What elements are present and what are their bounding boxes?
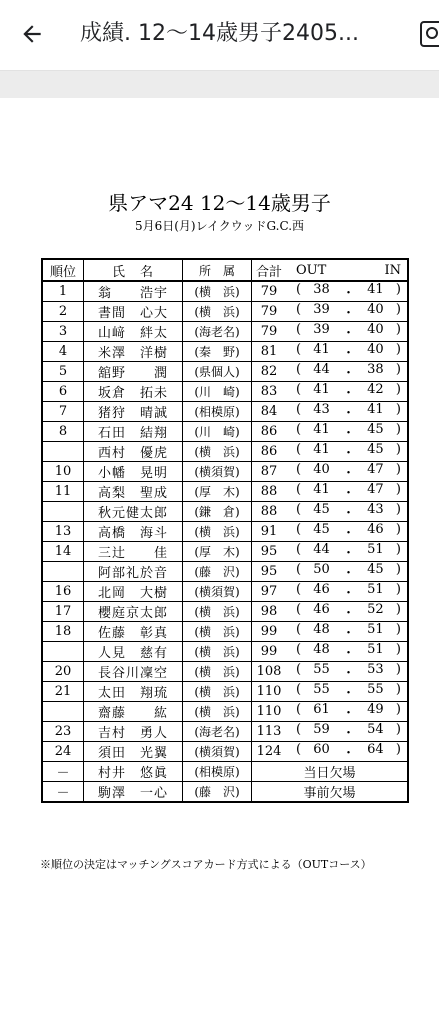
paren-close: ) <box>395 662 401 677</box>
table-row <box>42 482 408 502</box>
out-in-cell <box>286 522 408 542</box>
back-button[interactable] <box>14 16 50 52</box>
total-cell: 98 <box>252 602 287 622</box>
out-score: 55 <box>313 682 330 697</box>
paren-open: ( <box>296 562 302 577</box>
out-score: 55 <box>313 662 330 677</box>
total-cell: 91 <box>252 522 287 542</box>
out-in-cell <box>286 302 408 322</box>
separator-dot: ・ <box>341 646 355 661</box>
table-row <box>42 542 408 562</box>
separator-dot: ・ <box>341 726 355 741</box>
out-score: 46 <box>313 602 330 617</box>
in-score: 51 <box>367 542 384 557</box>
total-cell: 108 <box>252 662 287 682</box>
out-in-cell <box>286 402 408 422</box>
separator-dot: ・ <box>341 606 355 621</box>
separator-dot: ・ <box>341 626 355 641</box>
out-score: 59 <box>313 722 330 737</box>
club-cell: (横須賀) <box>183 742 252 762</box>
separator-dot: ・ <box>341 366 355 381</box>
paren-open: ( <box>296 342 302 357</box>
name-cell: 西村 優虎 <box>84 442 183 462</box>
out-score: 41 <box>313 422 330 437</box>
club-cell: (藤 沢) <box>183 782 252 803</box>
name-cell: 北岡 大樹 <box>84 582 183 602</box>
out-in-cell <box>286 342 408 362</box>
paren-close: ) <box>395 362 401 377</box>
paren-open: ( <box>296 682 302 697</box>
out-in-cell <box>286 682 408 702</box>
rank-cell: 16 <box>42 582 84 602</box>
back-arrow-icon <box>19 21 45 47</box>
separator-dot: ・ <box>341 486 355 501</box>
out-in-cell <box>286 642 408 662</box>
search-in-document-button[interactable] <box>419 14 439 54</box>
in-score: 51 <box>367 582 384 597</box>
out-in-cell <box>286 322 408 342</box>
paren-close: ) <box>395 462 401 477</box>
separator-dot: ・ <box>341 426 355 441</box>
in-score: 40 <box>367 342 384 357</box>
out-score: 38 <box>313 282 330 297</box>
total-cell: 86 <box>252 422 287 442</box>
paren-close: ) <box>395 542 401 557</box>
paren-close: ) <box>395 642 401 657</box>
total-cell: 110 <box>252 682 287 702</box>
club-cell: (海老名) <box>183 322 252 342</box>
club-cell: (横 浜) <box>183 281 252 302</box>
table-row <box>42 281 408 302</box>
rank-cell <box>42 562 84 582</box>
out-score: 60 <box>313 742 330 757</box>
in-score: 47 <box>367 462 384 477</box>
table-row <box>42 762 408 782</box>
paren-open: ( <box>296 742 302 757</box>
table-row <box>42 782 408 803</box>
table-row <box>42 562 408 582</box>
total-cell: 99 <box>252 642 287 662</box>
out-in-cell <box>286 742 408 762</box>
total-cell: 110 <box>252 702 287 722</box>
name-cell: 山﨑 絆太 <box>84 322 183 342</box>
name-cell: 舘野 潤 <box>84 362 183 382</box>
in-score: 38 <box>367 362 384 377</box>
separator-dot: ・ <box>341 346 355 361</box>
document-title: 成績. 12〜14歳男子2405... <box>80 21 359 46</box>
name-cell: 三辻 佳 <box>84 542 183 562</box>
paren-close: ) <box>395 502 401 517</box>
paren-close: ) <box>395 562 401 577</box>
rank-cell: － <box>42 782 84 803</box>
table-header-row <box>42 259 408 281</box>
results-subheading: 5月6日(月)レイクウッドG.C.西 <box>134 219 305 233</box>
name-cell: 小幡 晃明 <box>84 462 183 482</box>
out-in-cell <box>286 702 408 722</box>
table-row <box>42 622 408 642</box>
paren-open: ( <box>296 502 302 517</box>
in-score: 41 <box>367 282 384 297</box>
in-score: 54 <box>367 722 384 737</box>
club-cell: (横 浜) <box>183 442 252 462</box>
rank-cell <box>42 502 84 522</box>
pdf-page <box>0 98 439 1024</box>
paren-close: ) <box>395 402 401 417</box>
paren-open: ( <box>296 702 302 717</box>
paren-close: ) <box>395 302 401 317</box>
name-cell: 阿部礼於音 <box>84 562 183 582</box>
total-cell: 81 <box>252 342 287 362</box>
separator-dot: ・ <box>341 446 355 461</box>
out-score: 48 <box>313 622 330 637</box>
total-cell: 87 <box>252 462 287 482</box>
paren-close: ) <box>395 382 401 397</box>
results-table <box>41 258 409 803</box>
table-row <box>42 322 408 342</box>
table-row <box>42 642 408 662</box>
total-cell: 124 <box>252 742 287 762</box>
rank-cell: 2 <box>42 302 84 322</box>
separator-dot: ・ <box>341 406 355 421</box>
rank-cell: 3 <box>42 322 84 342</box>
club-cell: (横 浜) <box>183 702 252 722</box>
rank-cell: － <box>42 762 84 782</box>
results-heading: 県アマ24 12〜14歳男子 <box>108 191 331 215</box>
total-cell: 84 <box>252 402 287 422</box>
rank-cell: 14 <box>42 542 84 562</box>
paren-open: ( <box>296 602 302 617</box>
name-cell: 村井 悠眞 <box>84 762 183 782</box>
name-cell: 秋元健太郎 <box>84 502 183 522</box>
out-in-cell <box>286 362 408 382</box>
results-body <box>42 281 408 802</box>
table-row <box>42 722 408 742</box>
out-score: 43 <box>313 402 330 417</box>
name-cell: 太田 翔琉 <box>84 682 183 702</box>
header-club: 所 属 <box>183 259 252 281</box>
table-row <box>42 602 408 622</box>
in-score: 41 <box>367 402 384 417</box>
footnote: ※順位の決定はマッチングスコアカード方式による（OUTコース） <box>40 858 372 871</box>
separator-dot: ・ <box>341 666 355 681</box>
name-cell: 櫻庭京太郎 <box>84 602 183 622</box>
in-score: 46 <box>367 522 384 537</box>
rank-cell: 5 <box>42 362 84 382</box>
name-cell: 高梨 聖成 <box>84 482 183 502</box>
header-in: IN <box>384 262 401 278</box>
club-cell: (厚 木) <box>183 542 252 562</box>
club-cell: (横 浜) <box>183 602 252 622</box>
paren-close: ) <box>395 622 401 637</box>
name-cell: 石田 結翔 <box>84 422 183 442</box>
in-score: 45 <box>367 442 384 457</box>
paren-close: ) <box>395 342 401 357</box>
paren-close: ) <box>395 482 401 497</box>
separator-dot: ・ <box>341 586 355 601</box>
rank-cell: 4 <box>42 342 84 362</box>
in-score: 40 <box>367 322 384 337</box>
table-row <box>42 422 408 442</box>
paren-close: ) <box>395 582 401 597</box>
rank-cell: 6 <box>42 382 84 402</box>
total-cell: 88 <box>252 482 287 502</box>
paren-close: ) <box>395 422 401 437</box>
club-cell: (秦 野) <box>183 342 252 362</box>
table-row <box>42 662 408 682</box>
out-in-cell <box>286 582 408 602</box>
club-cell: (横須賀) <box>183 582 252 602</box>
out-score: 41 <box>313 342 330 357</box>
separator-dot: ・ <box>341 566 355 581</box>
rank-cell: 18 <box>42 622 84 642</box>
paren-open: ( <box>296 302 302 317</box>
table-row <box>42 522 408 542</box>
name-cell: 高橋 海斗 <box>84 522 183 542</box>
club-cell: (県個人) <box>183 362 252 382</box>
name-cell: 齋藤 紘 <box>84 702 183 722</box>
rank-cell: 11 <box>42 482 84 502</box>
in-score: 55 <box>367 682 384 697</box>
club-cell: (横 浜) <box>183 682 252 702</box>
separator-dot: ・ <box>341 306 355 321</box>
out-score: 40 <box>313 462 330 477</box>
header-name: 氏 名 <box>84 259 183 281</box>
paren-open: ( <box>296 522 302 537</box>
out-in-cell <box>286 382 408 402</box>
paren-close: ) <box>395 742 401 757</box>
out-score: 50 <box>313 562 330 577</box>
paren-open: ( <box>296 622 302 637</box>
table-row <box>42 442 408 462</box>
in-score: 49 <box>367 702 384 717</box>
in-score: 45 <box>367 422 384 437</box>
name-cell: 佐藤 彰真 <box>84 622 183 642</box>
table-row <box>42 502 408 522</box>
paren-close: ) <box>395 442 401 457</box>
rank-cell: 23 <box>42 722 84 742</box>
club-cell: (横須賀) <box>183 462 252 482</box>
rank-cell: 21 <box>42 682 84 702</box>
header-out-in <box>286 259 408 281</box>
out-in-cell <box>286 602 408 622</box>
paren-open: ( <box>296 322 302 337</box>
club-cell: (横 浜) <box>183 662 252 682</box>
separator-dot: ・ <box>341 386 355 401</box>
total-cell: 88 <box>252 502 287 522</box>
in-score: 53 <box>367 662 384 677</box>
total-cell: 113 <box>252 722 287 742</box>
paren-open: ( <box>296 482 302 497</box>
name-cell: 米澤 洋樹 <box>84 342 183 362</box>
separator-dot: ・ <box>341 746 355 761</box>
paren-open: ( <box>296 422 302 437</box>
out-score: 61 <box>313 702 330 717</box>
table-row <box>42 742 408 762</box>
out-in-cell <box>286 722 408 742</box>
paren-open: ( <box>296 282 302 297</box>
paren-open: ( <box>296 382 302 397</box>
out-score: 48 <box>313 642 330 657</box>
separator-dot: ・ <box>341 286 355 301</box>
rank-cell: 17 <box>42 602 84 622</box>
total-cell: 95 <box>252 562 287 582</box>
absence-note: 当日欠場 <box>252 762 409 782</box>
out-score: 44 <box>313 362 330 377</box>
in-score: 40 <box>367 302 384 317</box>
out-in-cell <box>286 281 408 302</box>
club-cell: (川 崎) <box>183 422 252 442</box>
paren-open: ( <box>296 362 302 377</box>
paren-open: ( <box>296 402 302 417</box>
name-cell: 長谷川凜空 <box>84 662 183 682</box>
rank-cell: 8 <box>42 422 84 442</box>
club-cell: (横 浜) <box>183 302 252 322</box>
name-cell: 駒澤 一心 <box>84 782 183 803</box>
paren-close: ) <box>395 322 401 337</box>
rank-cell: 1 <box>42 281 84 302</box>
in-score: 43 <box>367 502 384 517</box>
total-cell: 86 <box>252 442 287 462</box>
table-row <box>42 702 408 722</box>
out-in-cell <box>286 482 408 502</box>
paren-close: ) <box>395 282 401 297</box>
rank-cell: 20 <box>42 662 84 682</box>
total-cell: 99 <box>252 622 287 642</box>
out-score: 41 <box>313 442 330 457</box>
paren-open: ( <box>296 462 302 477</box>
out-score: 39 <box>313 302 330 317</box>
in-score: 64 <box>367 742 384 757</box>
club-cell: (海老名) <box>183 722 252 742</box>
paren-open: ( <box>296 542 302 557</box>
table-row <box>42 402 408 422</box>
paren-close: ) <box>395 682 401 697</box>
club-cell: (横 浜) <box>183 622 252 642</box>
total-cell: 83 <box>252 382 287 402</box>
club-cell: (相模原) <box>183 762 252 782</box>
separator-dot: ・ <box>341 526 355 541</box>
out-score: 41 <box>313 382 330 397</box>
name-cell: 須田 光翼 <box>84 742 183 762</box>
separator-dot: ・ <box>341 686 355 701</box>
paren-close: ) <box>395 602 401 617</box>
name-cell: 吉村 勇人 <box>84 722 183 742</box>
club-cell: (横 浜) <box>183 522 252 542</box>
in-score: 52 <box>367 602 384 617</box>
rank-cell: 24 <box>42 742 84 762</box>
total-cell: 95 <box>252 542 287 562</box>
total-cell: 79 <box>252 281 287 302</box>
rank-cell <box>42 702 84 722</box>
rank-cell: 13 <box>42 522 84 542</box>
paren-open: ( <box>296 442 302 457</box>
club-cell: (横 浜) <box>183 642 252 662</box>
out-in-cell <box>286 442 408 462</box>
out-in-cell <box>286 542 408 562</box>
table-row <box>42 462 408 482</box>
rank-cell <box>42 642 84 662</box>
table-row <box>42 682 408 702</box>
name-cell: 坂倉 拓未 <box>84 382 183 402</box>
separator-dot: ・ <box>341 326 355 341</box>
out-score: 44 <box>313 542 330 557</box>
paren-open: ( <box>296 662 302 677</box>
search-icon <box>419 14 439 54</box>
rank-cell <box>42 442 84 462</box>
club-cell: (藤 沢) <box>183 562 252 582</box>
separator-dot: ・ <box>341 506 355 521</box>
header-total: 合計 <box>252 259 287 281</box>
club-cell: (川 崎) <box>183 382 252 402</box>
out-in-cell <box>286 662 408 682</box>
header-rank: 順位 <box>42 259 84 281</box>
in-score: 51 <box>367 642 384 657</box>
out-in-cell <box>286 622 408 642</box>
club-cell: (鎌 倉) <box>183 502 252 522</box>
total-cell: 79 <box>252 302 287 322</box>
separator-dot: ・ <box>341 466 355 481</box>
out-in-cell <box>286 502 408 522</box>
in-score: 42 <box>367 382 384 397</box>
header-out: OUT <box>296 262 327 278</box>
paren-open: ( <box>296 582 302 597</box>
total-cell: 97 <box>252 582 287 602</box>
total-cell: 79 <box>252 322 287 342</box>
table-row <box>42 382 408 402</box>
name-cell: 人見 慈有 <box>84 642 183 662</box>
table-row <box>42 362 408 382</box>
club-cell: (厚 木) <box>183 482 252 502</box>
name-cell: 猪狩 晴誠 <box>84 402 183 422</box>
table-row <box>42 582 408 602</box>
out-score: 39 <box>313 322 330 337</box>
absence-note: 事前欠場 <box>252 782 409 803</box>
out-score: 46 <box>313 582 330 597</box>
table-row <box>42 302 408 322</box>
separator <box>0 71 439 98</box>
table-row <box>42 342 408 362</box>
out-in-cell <box>286 462 408 482</box>
rank-cell: 7 <box>42 402 84 422</box>
out-in-cell <box>286 422 408 442</box>
club-cell: (相模原) <box>183 402 252 422</box>
in-score: 51 <box>367 622 384 637</box>
paren-open: ( <box>296 722 302 737</box>
out-score: 41 <box>313 482 330 497</box>
out-score: 45 <box>313 502 330 517</box>
in-score: 45 <box>367 562 384 577</box>
total-cell: 82 <box>252 362 287 382</box>
paren-close: ) <box>395 722 401 737</box>
name-cell: 書間 心大 <box>84 302 183 322</box>
rank-cell: 10 <box>42 462 84 482</box>
in-score: 47 <box>367 482 384 497</box>
separator-dot: ・ <box>341 546 355 561</box>
app-bar <box>0 0 439 71</box>
paren-close: ) <box>395 522 401 537</box>
out-in-cell <box>286 562 408 582</box>
paren-open: ( <box>296 642 302 657</box>
out-score: 45 <box>313 522 330 537</box>
paren-close: ) <box>395 702 401 717</box>
separator-dot: ・ <box>341 706 355 721</box>
name-cell: 翁 浩宇 <box>84 281 183 302</box>
